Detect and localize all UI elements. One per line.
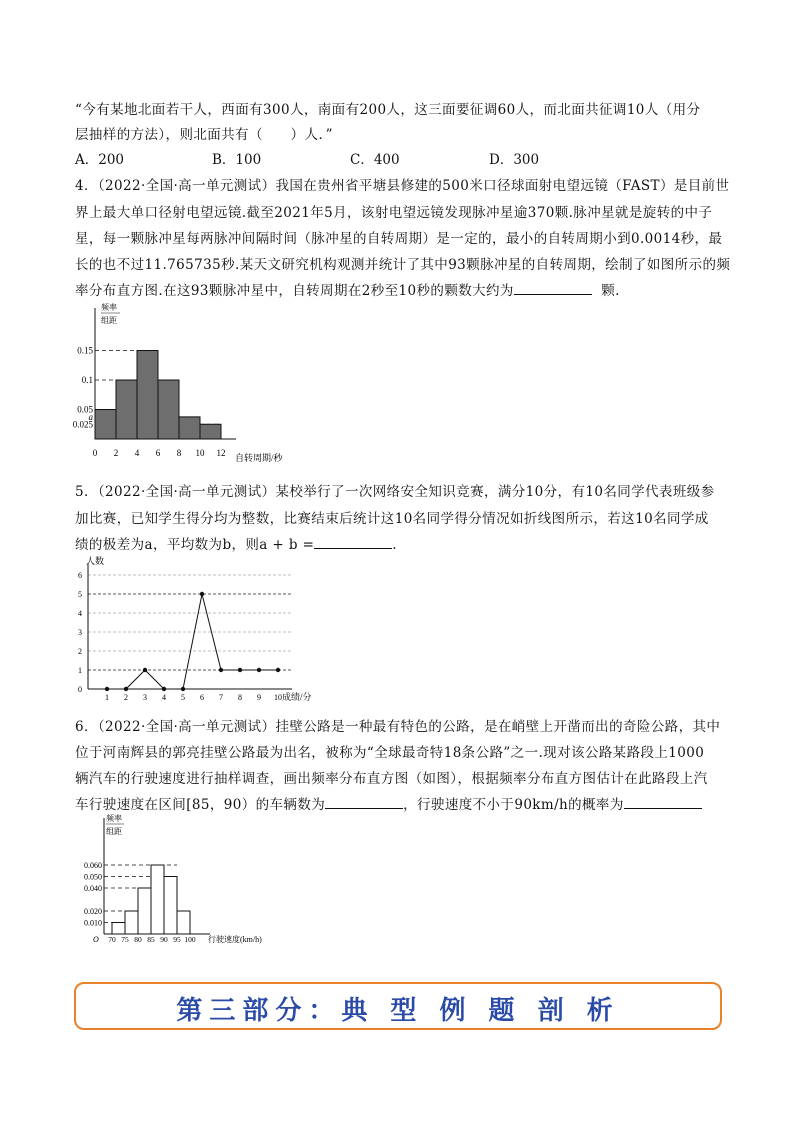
answer-blank bbox=[314, 536, 392, 549]
chart6-xtick-label: 90 bbox=[160, 935, 168, 944]
answer-blank bbox=[624, 796, 702, 809]
chart5-ytick-label: 3 bbox=[78, 628, 82, 637]
chart6-bar bbox=[112, 923, 125, 935]
chart6-xtick-label: 80 bbox=[134, 935, 142, 944]
q4-line2: 界上最大单口径射电望远镜.截至2021年5月，该射电望远镜发现脉冲星逾370颗.脉冲星就是旋转的中子 bbox=[75, 205, 713, 221]
chart6-ytick-label: 0.010 bbox=[84, 918, 102, 928]
chart5-xtick-label: 6 bbox=[200, 693, 204, 702]
chart6-ytick-label: 0.040 bbox=[84, 884, 102, 893]
q6-line1: 6．（2022·全国·高一单元测试）挂壁公路是一种最有特色的公路，是在峭壁上开凿而出的奇险公路，其中 bbox=[75, 719, 721, 735]
chart4-ytick-label: 0.15 bbox=[77, 345, 93, 356]
chart4-xlabel: 自转周期/秒 bbox=[235, 453, 283, 463]
chart4-xtick-label: 4 bbox=[134, 448, 140, 458]
chart5-xtick-label: 1 bbox=[105, 693, 109, 702]
chart6-bar bbox=[164, 877, 177, 935]
chart5-xtick-label: 3 bbox=[143, 693, 147, 702]
chart4-ytick-label: 0.025 bbox=[72, 419, 93, 430]
chart5-ytick-label: 6 bbox=[78, 571, 82, 580]
chart5-point bbox=[162, 687, 166, 691]
chart4-ylabel-bottom: 组距 bbox=[101, 316, 117, 325]
chart5-ytick-label: 4 bbox=[78, 609, 82, 618]
chart5-xtick-label: 5 bbox=[181, 693, 185, 702]
chart4-xtick-label: 8 bbox=[176, 448, 182, 458]
section-banner-title: 第三部分：典 型 例 题 剖 析 bbox=[176, 996, 620, 1026]
chart5-xtick-label: 7 bbox=[219, 693, 223, 702]
chart4-xtick-label: 10 bbox=[195, 448, 205, 458]
q3-option-a: A．200 bbox=[75, 152, 125, 168]
chart5-point bbox=[238, 668, 242, 672]
chart4-bar bbox=[158, 380, 179, 439]
q4-line5-end: 颗. bbox=[601, 283, 620, 299]
chart4-bar bbox=[137, 351, 158, 440]
section-banner bbox=[74, 982, 722, 1030]
q4-line4: 长的也不过11.765735秒.某天文研究机构观测并统计了其中93颗脉冲星的自转周期，绘制了如图所示的频 bbox=[75, 257, 731, 273]
chart6-xlabel: 行驶速度(km/h) bbox=[208, 935, 262, 944]
chart6-xtick-label: 100 bbox=[184, 935, 196, 944]
chart4-xtick-label: 0 bbox=[92, 448, 98, 458]
q3-option-d: D．300 bbox=[489, 152, 540, 168]
chart5-point bbox=[124, 687, 128, 691]
q4-line1: 4．（2022·全国·高一单元测试）我国在贵州省平塘县修建的500米口径球面射电望远镜（FAST）是目前世 bbox=[75, 178, 730, 194]
chart6-origin: O bbox=[93, 935, 99, 944]
chart6-ytick-label: 0.060 bbox=[84, 861, 102, 870]
chart5-series-line bbox=[107, 594, 278, 689]
chart6-ytick-label: 0.050 bbox=[84, 872, 102, 882]
chart6-bar bbox=[151, 865, 164, 934]
chart4-ylabel-top: 频率 bbox=[101, 303, 117, 312]
chart5-ytick-label: 0 bbox=[78, 685, 82, 694]
chart5-xtick-label: 4 bbox=[162, 693, 166, 702]
q5-line3-end: . bbox=[392, 537, 397, 553]
chart5-xtick-label: 2 bbox=[124, 693, 128, 702]
chart5-xlabel: 成绩/分 bbox=[282, 692, 312, 702]
chart6-ytick-label: 0.020 bbox=[84, 907, 102, 916]
chart6-bar bbox=[125, 911, 138, 934]
chart5-ytick-label: 2 bbox=[78, 647, 82, 656]
q4-line3: 星，每一颗脉冲星每两脉冲间隔时间（脉冲星的自转周期）是一定的，最小的自转周期小到0.0014秒，最 bbox=[75, 231, 723, 247]
chart5-point bbox=[105, 687, 109, 691]
chart5-xtick-label: 10 bbox=[274, 693, 282, 702]
chart6-bar bbox=[177, 911, 190, 934]
chart5-xtick-label: 8 bbox=[238, 693, 242, 702]
chart5-point bbox=[257, 668, 261, 672]
q6-line4-mid: ，行驶速度不小于90km/h的概率为 bbox=[403, 797, 624, 813]
chart6-xtick-label: 95 bbox=[173, 935, 181, 944]
answer-blank bbox=[325, 796, 403, 809]
q4-line5-text: 率分布直方图.在这93颗脉冲星中，自转周期在2秒至10秒的颗数大约为 bbox=[75, 283, 514, 299]
q3-option-c: C．400 bbox=[350, 152, 400, 168]
chart6-xtick-label: 85 bbox=[147, 935, 155, 944]
chart4-xtick-label: 6 bbox=[155, 448, 161, 458]
chart6-ylabel-bottom: 组距 bbox=[106, 827, 122, 836]
q3-line2: 层抽样的方法），则北面共有（ ）人．” bbox=[75, 127, 333, 143]
chart6-ylabel-top: 频率 bbox=[106, 814, 122, 823]
chart6-xtick-label: 70 bbox=[108, 935, 116, 944]
q5-line1: 5．（2022·全国·高一单元测试）某校举行了一次网络安全知识竞赛，满分10分，有10名同学代表班级参 bbox=[75, 484, 715, 500]
q5-line3-text: 绩的极差为a，平均数为b，则a + b = bbox=[75, 537, 315, 553]
chart5-ytick-label: 5 bbox=[78, 590, 82, 599]
q6-line3: 辆汽车的行驶速度进行抽样调查，画出频率分布直方图（如图），根据频率分布直方图估计在此路段上汽 bbox=[75, 771, 708, 787]
chart4-histogram bbox=[68, 296, 308, 466]
q6-line2: 位于河南辉县的郭亮挂壁公路最为出名，被称为“全球最奇特18条公路”之一.现对该公路某路段上1000 bbox=[75, 745, 705, 761]
q5-line3 bbox=[75, 533, 397, 553]
chart4-ytick-label: 0.1 bbox=[81, 375, 93, 385]
q5-line2: 加比赛，已知学生得分均为整数，比赛结束后统计这10名同学得分情况如折线图所示，若这10名同学成 bbox=[75, 511, 709, 527]
answer-blank bbox=[514, 282, 592, 295]
chart5-point bbox=[143, 668, 147, 672]
chart5-point bbox=[181, 687, 185, 691]
chart6-bar bbox=[138, 888, 151, 934]
chart4-bar bbox=[95, 410, 116, 440]
q6-line4-text: 车行驶速度在区间[85，90）的车辆数为 bbox=[75, 797, 326, 813]
chart6-xtick-label: 75 bbox=[121, 935, 129, 944]
chart4-xtick-label: 12 bbox=[216, 448, 226, 458]
chart5-xtick-label: 9 bbox=[257, 693, 261, 702]
chart4-bar bbox=[200, 424, 221, 439]
chart4-ytick-label: 0.05 bbox=[77, 404, 93, 415]
chart5-point bbox=[200, 592, 204, 596]
q3-line1: “今有某地北面若干人，西面有300人，南面有200人，这三面要征调60人，而北面共征调10人（用分 bbox=[75, 102, 701, 118]
chart5-ytick-label: 1 bbox=[78, 666, 82, 675]
chart5-line-chart bbox=[72, 555, 332, 705]
chart4-bar bbox=[179, 417, 200, 439]
chart5-ylabel: 人数 bbox=[86, 556, 105, 566]
chart4-bar bbox=[116, 380, 137, 439]
chart5-point bbox=[276, 668, 280, 672]
chart4-xtick-label: 2 bbox=[113, 448, 119, 458]
chart5-point bbox=[219, 668, 223, 672]
chart6-histogram bbox=[68, 808, 288, 948]
chart4-ytick-label: a bbox=[88, 411, 93, 422]
q3-option-b: B．100 bbox=[212, 152, 262, 168]
